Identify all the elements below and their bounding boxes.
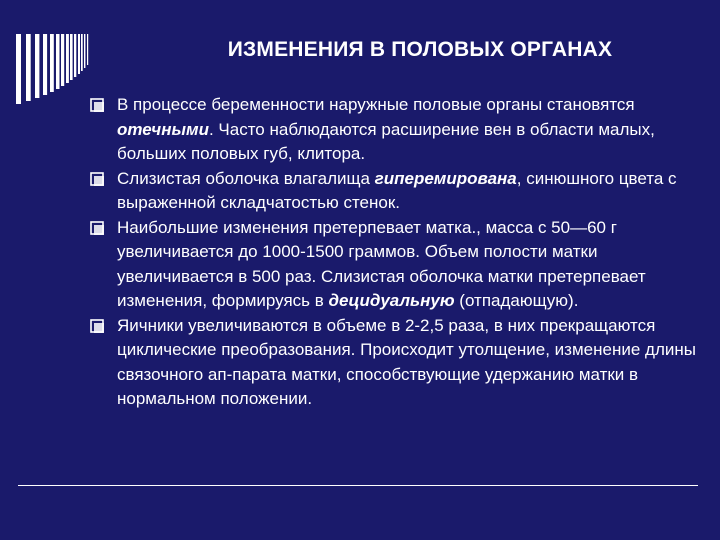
decorative-stripe [43, 34, 47, 95]
bullet-emphasis: децидуальную [328, 291, 455, 310]
decorative-stripe [84, 34, 85, 68]
bullet-emphasis: отечными [117, 119, 209, 139]
bullet-text: , синюшного цвета с выраженной складчатостью стенок. [117, 168, 677, 212]
bullet-item [90, 93, 715, 167]
decorative-stripe [56, 34, 60, 89]
footer-divider [18, 485, 698, 486]
checkbox-square-icon [90, 319, 105, 334]
bullet-item [90, 314, 715, 412]
slide-title: ИЗМЕНЕНИЯ В ПОЛОВЫХ ОРГАНАХ [227, 38, 613, 61]
decorative-stripe [35, 34, 39, 98]
bullet-text: (отпадающую). [454, 291, 579, 310]
bullet-emphasis: гиперемирована [374, 168, 517, 188]
bullet-text: Наибольшие изменения претерпевает матка., масса с 50—60 г увеличивается до 1000-1500 граммов. Объем полости матки увеличивается в 500 раз. Слизистая оболочка матки претерпевает изменения, формируясь в [117, 217, 646, 310]
bullet-item [90, 216, 715, 314]
bullet-text: Слизистая оболочка влагалища [117, 168, 375, 188]
decorative-stripe [81, 34, 83, 71]
bullet-text: В процессе беременности наружные половые органы становятся [117, 95, 635, 114]
decorative-stripe [78, 34, 80, 74]
checkbox-square-icon [90, 98, 105, 113]
decorative-stripe [70, 34, 73, 80]
bullet-list [90, 93, 715, 412]
checkbox-square-icon [90, 172, 105, 187]
decorative-stripe [61, 34, 64, 86]
decorative-stripe [16, 34, 21, 104]
bullet-item [90, 167, 715, 216]
bullet-text: Яичники увеличиваются в объеме в 2-2,5 раза, в них прекращаются циклические преобразования. Происходит утолщение, изменение длины связочного ап-парата матки, способствующие удержанию матки в нормальном положении. [117, 315, 696, 408]
bullet-text: . Часто наблюдаются расширение вен в области малых, больших половых губ, клитора. [117, 119, 655, 163]
decorative-stripe [66, 34, 69, 83]
decorative-stripe [74, 34, 76, 77]
checkbox-square-icon [90, 221, 105, 236]
decorative-stripe [26, 34, 31, 101]
decorative-stripe [50, 34, 54, 92]
decorative-stripe [87, 34, 88, 65]
